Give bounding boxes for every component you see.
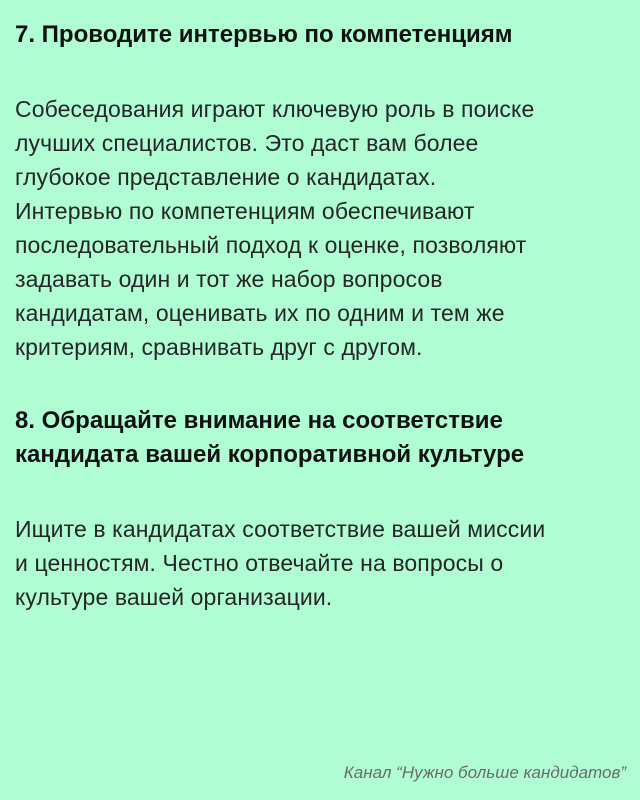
- paragraph-line: задавать один и тот же набор вопросов: [15, 266, 443, 292]
- paragraph-line: Интервью по компетенциям обеспечивают: [15, 198, 475, 224]
- section-8-paragraph: [15, 512, 625, 614]
- heading-line: 8. Обращайте внимание на соответствие: [15, 407, 503, 434]
- paragraph-line: лучших специалистов. Это даст вам более: [15, 130, 479, 156]
- paragraph-line: последовательный подход к оценке, позволяют: [15, 232, 527, 258]
- paragraph-line: и ценностям. Честно отвечайте на вопросы о: [15, 550, 504, 576]
- paragraph-line: кандидатам, оценивать их по одним и тем же: [15, 300, 505, 326]
- paragraph-line: культуре вашей организации.: [15, 584, 333, 610]
- section-8-heading: [15, 404, 625, 472]
- heading-line: кандидата вашей корпоративной культуре: [15, 441, 525, 468]
- article-content: [15, 18, 625, 614]
- channel-signature: Канал “Нужно больше кандидатов”: [343, 763, 626, 782]
- paragraph-line: критериям, сравнивать друг с другом.: [15, 334, 423, 360]
- paragraph-line: Собеседования играют ключевую роль в поиске: [15, 96, 535, 122]
- section-7-paragraph: [15, 92, 625, 364]
- section-7-heading: 7. Проводите интервью по компетенциям: [15, 21, 513, 48]
- paragraph-line: глубокое представление о кандидатах.: [15, 164, 437, 190]
- paragraph-line: Ищите в кандидатах соответствие вашей миссии: [15, 516, 546, 542]
